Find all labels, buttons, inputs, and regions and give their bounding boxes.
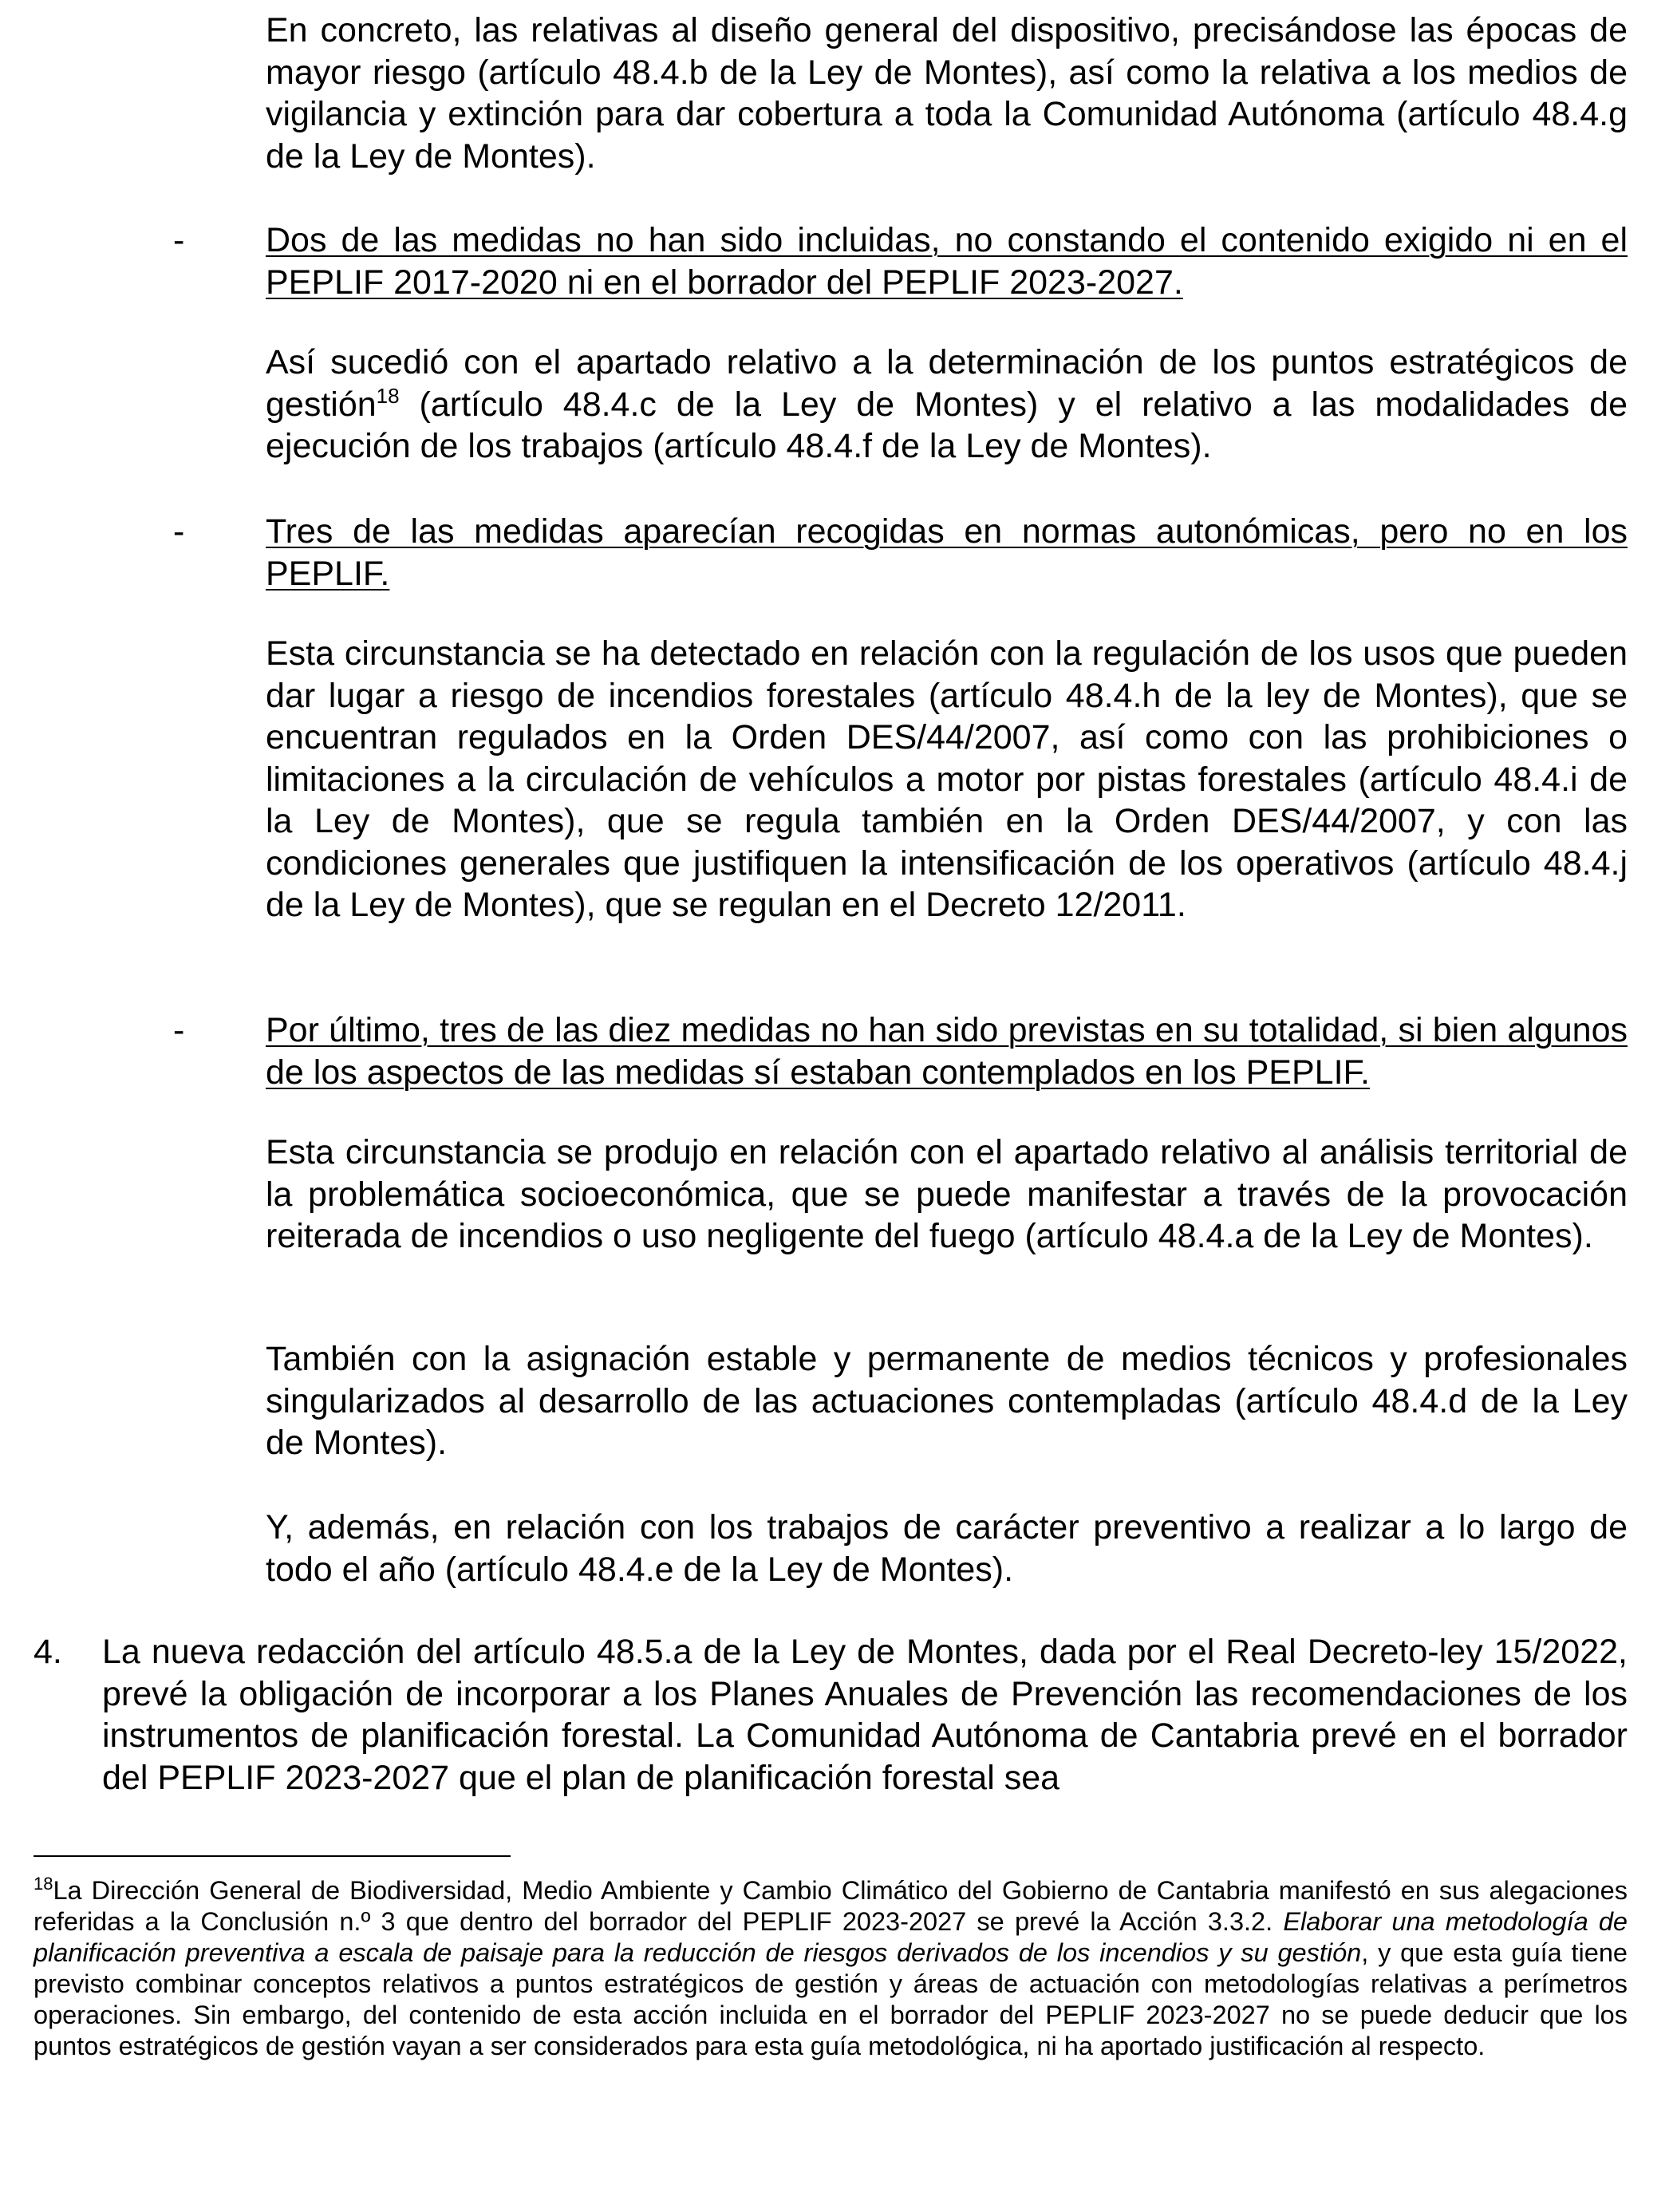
paragraph-puntos-estrategicos	[266, 342, 1628, 468]
paragraph-analisis-territorial: Esta circunstancia se produjo en relación con el apartado relativo al análisis territorial de la problemática socioeconómica, que se puede manifestar a través de la provocación reiterada de incendios o uso negligente del fuego (artículo 48.4.a de la Ley de Montes).	[266, 1133, 1628, 1255]
footnote-italic-text: Elaborar una metodología de planificación preventiva a escala de paisaje para la reducción de riesgos derivados de los incendios y su gestión	[34, 1907, 1628, 1967]
bullet-marker: -	[173, 221, 185, 259]
bullet-heading-parcialmente-previstas: Por último, tres de las diez medidas no han sido previstas en su totalidad, si bien algunos de los aspectos de las medidas sí estaban contemplados en los PEPLIF.	[266, 1011, 1628, 1092]
bullet-heading-not-included: Dos de las medidas no han sido incluidas, no constando el contenido exigido ni en el PEPLIF 2017-2020 ni en el borrador del PEPLIF 2023-2027.	[266, 221, 1628, 302]
paragraph-design-dispositivo: En concreto, las relativas al diseño general del dispositivo, precisándose las épocas de mayor riesgo (artículo 48.4.b de la Ley de Montes), así como la relativa a los medios de vigilancia y extinción para dar cobertura a toda la Comunidad Autónoma (artículo 48.4.g de la Ley de Montes).	[266, 11, 1628, 176]
bullet-marker: -	[173, 512, 185, 551]
footnote-reference: 18	[376, 383, 400, 408]
paragraph-text: Así sucedió con el apartado relativo a la determinación de los puntos estratégicos de gestión	[266, 343, 1628, 424]
footnote-text: , y que esta guía tiene previsto combinar conceptos relativos a puntos estratégicos de gestión y áreas de actuación con metodologías relativas a perímetros operaciones. Sin embargo, del contenido de esta acción incluida en el borrador del PEPLIF 2023-2027 no se puede deducir que los puntos estratégicos de gestión vayan a ser considerados para esta guía metodológica, ni ha aportado justificación al respecto.	[34, 1938, 1628, 2060]
numbered-item-marker: 4.	[34, 1633, 62, 1671]
paragraph-text: (artículo 48.4.c de la Ley de Montes) y el relativo a las modalidades de ejecución de los trabajos (artículo 48.4.f de la Ley de Montes).	[266, 385, 1628, 465]
paragraph-trabajos-preventivos: Y, además, en relación con los trabajos de carácter preventivo a realizar a lo largo de todo el año (artículo 48.4.e de la Ley de Montes).	[266, 1508, 1628, 1589]
footnote-number: 18	[34, 1874, 53, 1894]
footnote-18	[34, 1875, 1628, 2062]
bullet-heading-normas-autonomicas: Tres de las medidas aparecían recogidas en normas autonómicas, pero no en los PEPLIF.	[266, 512, 1628, 593]
bullet-marker: -	[173, 1011, 185, 1049]
footnote-text: La Dirección General de Biodiversidad, Medio Ambiente y Cambio Climático del Gobierno de Cantabria manifestó en sus alegaciones referidas a la Conclusión n.º 3 que dentro del borrador del PEPLIF 2023-2027 se prevé la Acción 3.3.2.	[34, 1876, 1628, 1936]
paragraph-asignacion-medios: También con la asignación estable y permanente de medios técnicos y profesionales singularizados al desarrollo de las actuaciones contempladas (artículo 48.4.d de la Ley de Montes).	[266, 1340, 1628, 1462]
footnote-separator	[34, 1855, 511, 1857]
numbered-item-4-text: La nueva redacción del artículo 48.5.a de la Ley de Montes, dada por el Real Decreto-ley 15/2022, prevé la obligación de incorporar a los Planes Anuales de Prevención las recomendaciones de los instrumentos de planificación forestal. La Comunidad Autónoma de Cantabria prevé en el borrador del PEPLIF 2023-2027 que el plan de planificación forestal sea	[102, 1633, 1628, 1797]
paragraph-usos-riesgo: Esta circunstancia se ha detectado en relación con la regulación de los usos que pueden dar lugar a riesgo de incendios forestales (artículo 48.4.h de la ley de Montes), que se encuentran regulados en la Orden DES/44/2007, así como con las prohibiciones o limitaciones a la circulación de vehículos a motor por pistas forestales (artículo 48.4.i de la Ley de Montes), que se regula también en la Orden DES/44/2007, y con las condiciones generales que justifiquen la intensificación de los operativos (artículo 48.4.j de la Ley de Montes), que se regulan en el Decreto 12/2011.	[266, 634, 1628, 924]
